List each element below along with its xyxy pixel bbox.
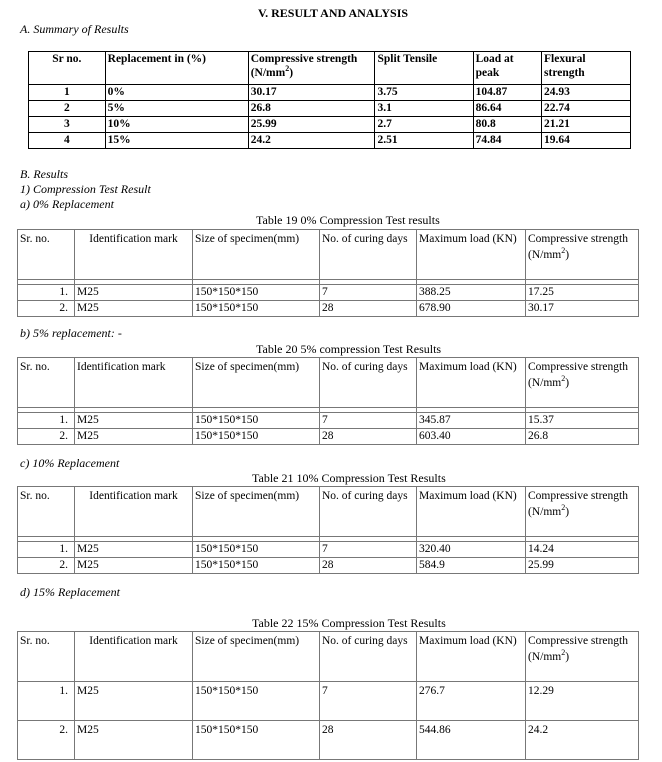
table-cell: 2.: [18, 429, 75, 445]
table-cell: 14.24: [526, 542, 639, 558]
table-cell: 150*150*150: [193, 301, 320, 317]
table-caption: Table 22 15% Compression Test Results: [252, 616, 446, 630]
summary-cell: 15%: [105, 133, 248, 149]
summary-cell: 1: [29, 85, 106, 101]
table-cell: 28: [320, 429, 417, 445]
table-cell: 150*150*150: [193, 429, 320, 445]
summary-cell: 2.7: [375, 117, 473, 133]
col-header-mark: Identification mark: [75, 632, 193, 682]
table-cell: 26.8: [526, 429, 639, 445]
compression-table: [17, 229, 639, 317]
col-header-load: Maximum load (KN): [417, 632, 526, 682]
table-cell: 7: [320, 413, 417, 429]
summary-cell: 2.51: [375, 133, 473, 149]
table-cell: 2.: [18, 301, 75, 317]
summary-cell: 0%: [105, 85, 248, 101]
table-cell: 15.37: [526, 413, 639, 429]
table-cell: 150*150*150: [193, 558, 320, 574]
section-a-title: A. Summary of Results: [20, 22, 129, 36]
table-cell: 150*150*150: [193, 285, 320, 301]
col-header-load: Maximum load (KN): [417, 487, 526, 537]
table-cell: 12.29: [526, 682, 639, 721]
table-row: [18, 413, 639, 429]
table-cell: M25: [75, 429, 193, 445]
summary-cell: 80.8: [473, 117, 541, 133]
table-row: [18, 429, 639, 445]
table-cell: M25: [75, 721, 193, 760]
table-row: [18, 285, 639, 301]
table-row: [18, 682, 639, 721]
summary-cell: 30.17: [248, 85, 375, 101]
table-row: [18, 301, 639, 317]
summary-header: Replacement in (%): [105, 52, 248, 85]
summary-cell: 24.2: [248, 133, 375, 149]
table-cell: 30.17: [526, 301, 639, 317]
table-cell: 544.86: [417, 721, 526, 760]
table-cell: 1.: [18, 285, 75, 301]
summary-row: [29, 133, 631, 149]
subsection-5-percent: b) 5% replacement: -: [20, 326, 122, 340]
col-header-strength: Compressive strength $(N/mm^2)$: [526, 358, 639, 408]
col-header-curing: No. of curing days: [320, 358, 417, 408]
table-cell: M25: [75, 542, 193, 558]
table-cell: 28: [320, 721, 417, 760]
summary-cell: 3: [29, 117, 106, 133]
summary-row: [29, 85, 631, 101]
table-cell: 320.40: [417, 542, 526, 558]
summary-cell: 10%: [105, 117, 248, 133]
summary-header: Compressive strength $(N/mm^2)$: [248, 52, 375, 85]
summary-cell: 25.99: [248, 117, 375, 133]
col-header-load: Maximum load (KN): [417, 358, 526, 408]
summary-header: Sr no.: [29, 52, 106, 85]
subsection-compression: 1) Compression Test Result: [20, 182, 151, 196]
table-cell: 388.25: [417, 285, 526, 301]
col-header-sr: Sr. no.: [18, 632, 75, 682]
summary-header: Split Tensile: [375, 52, 473, 85]
col-header-strength: Compressive strength $(N/mm^2)$: [526, 230, 639, 280]
compression-table: [17, 631, 639, 760]
summary-header: Flexural strength: [542, 52, 631, 85]
col-header-sr: Sr. no.: [18, 487, 75, 537]
summary-cell: 4: [29, 133, 106, 149]
subsection-0-percent: a) 0% Replacement: [20, 197, 114, 211]
col-header-strength: Compressive strength $(N/mm^2)$: [526, 632, 639, 682]
table-cell: 28: [320, 558, 417, 574]
table-cell: 1.: [18, 682, 75, 721]
table-caption: Table 20 5% compression Test Results: [256, 342, 442, 356]
col-header-curing: No. of curing days: [320, 632, 417, 682]
table-row: [18, 558, 639, 574]
table-cell: 678.90: [417, 301, 526, 317]
table-cell: M25: [75, 558, 193, 574]
page-heading: V. RESULT AND ANALYSIS: [258, 6, 409, 20]
table-cell: 17.25: [526, 285, 639, 301]
table-row: [18, 542, 639, 558]
col-header-sr: Sr. no.: [18, 230, 75, 280]
col-header-mark: Identification mark: [75, 487, 193, 537]
table-cell: 2.: [18, 558, 75, 574]
summary-cell: 74.84: [473, 133, 541, 149]
col-header-curing: No. of curing days: [320, 487, 417, 537]
col-header-mark: Identification mark: [75, 358, 193, 408]
summary-cell: 2: [29, 101, 106, 117]
col-header-strength: Compressive strength $(N/mm^2)$: [526, 487, 639, 537]
table-cell: 1.: [18, 413, 75, 429]
table-cell: 7: [320, 682, 417, 721]
table-cell: 584.9: [417, 558, 526, 574]
summary-cell: 26.8: [248, 101, 375, 117]
table-cell: 1.: [18, 542, 75, 558]
col-header-size: Size of specimen(mm): [193, 358, 320, 408]
table-cell: M25: [75, 301, 193, 317]
table-cell: 276.7: [417, 682, 526, 721]
col-header-load: Maximum load (KN): [417, 230, 526, 280]
summary-table: [28, 51, 631, 149]
col-header-size: Size of specimen(mm): [193, 230, 320, 280]
summary-cell: 86.64: [473, 101, 541, 117]
subsection-10-percent: c) 10% Replacement: [20, 456, 120, 470]
table-cell: 7: [320, 542, 417, 558]
summary-header: Load at peak: [473, 52, 541, 85]
table-cell: 345.87: [417, 413, 526, 429]
summary-cell: 19.64: [542, 133, 631, 149]
table-cell: 150*150*150: [193, 721, 320, 760]
col-header-size: Size of specimen(mm): [193, 632, 320, 682]
table-cell: 150*150*150: [193, 542, 320, 558]
summary-cell: 21.21: [542, 117, 631, 133]
table-cell: 28: [320, 301, 417, 317]
summary-cell: 22.74: [542, 101, 631, 117]
summary-row: [29, 117, 631, 133]
col-header-sr: Sr. no.: [18, 358, 75, 408]
col-header-curing: No. of curing days: [320, 230, 417, 280]
table-cell: 7: [320, 285, 417, 301]
table-cell: 150*150*150: [193, 413, 320, 429]
table-cell: 603.40: [417, 429, 526, 445]
table-caption: Table 19 0% Compression Test results: [256, 213, 440, 227]
subsection-15-percent: d) 15% Replacement: [20, 585, 120, 599]
table-cell: 2.: [18, 721, 75, 760]
summary-cell: 24.93: [542, 85, 631, 101]
col-header-size: Size of specimen(mm): [193, 487, 320, 537]
summary-cell: 5%: [105, 101, 248, 117]
summary-cell: 104.87: [473, 85, 541, 101]
section-b-title: B. Results: [20, 167, 68, 181]
table-cell: M25: [75, 285, 193, 301]
summary-cell: 3.1: [375, 101, 473, 117]
table-cell: M25: [75, 682, 193, 721]
table-caption: Table 21 10% Compression Test Results: [252, 471, 446, 485]
summary-cell: 3.75: [375, 85, 473, 101]
compression-table: [17, 357, 639, 445]
col-header-mark: Identification mark: [75, 230, 193, 280]
table-row: [18, 721, 639, 760]
table-cell: 24.2: [526, 721, 639, 760]
summary-row: [29, 101, 631, 117]
table-cell: 25.99: [526, 558, 639, 574]
table-cell: M25: [75, 413, 193, 429]
compression-table: [17, 486, 639, 574]
table-cell: 150*150*150: [193, 682, 320, 721]
